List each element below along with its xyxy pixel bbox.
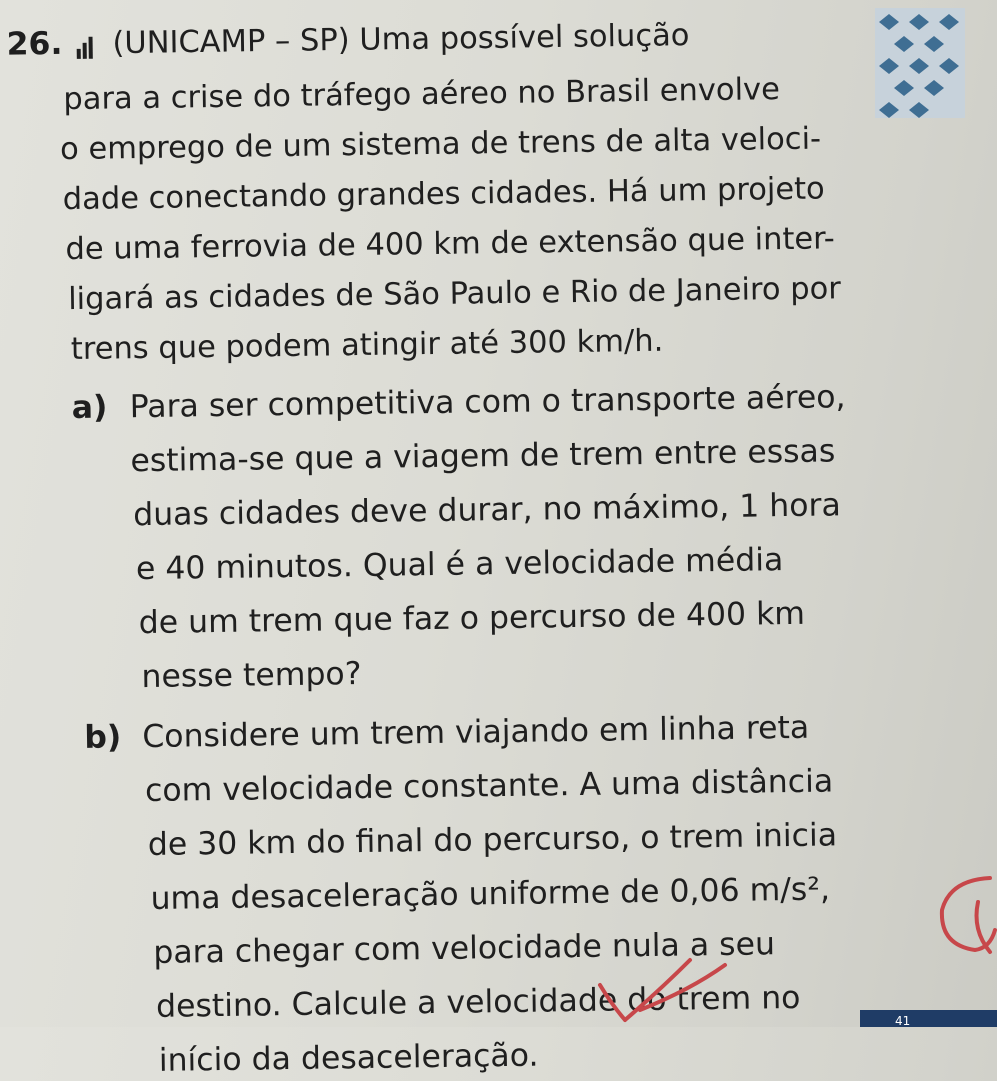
intro-line: trens que podem atingir até 300 km/h.: [70, 323, 664, 368]
question-header-text: (UNICAMP – SP) Uma possível solução: [112, 18, 690, 62]
part-a-line: e 40 minutos. Qual é a velocidade média: [135, 542, 784, 588]
part-b-line: com velocidade constante. A uma distância: [144, 763, 834, 810]
part-a-line: estima-se que a viagem de trem entre essas: [130, 433, 836, 480]
part-b-line: de 30 km do final do percurso, o trem inicia: [147, 817, 838, 864]
part-b-line: uma desaceleração uniforme de 0,06 m/s²,: [150, 871, 831, 917]
part-b-line: Considere um trem viajando em linha reta: [142, 709, 810, 756]
intro-line: para a crise do tráfego aéreo no Brasil envolve: [63, 72, 781, 118]
part-b-line: para chegar com velocidade nula a seu: [153, 926, 776, 971]
corner-strip: [860, 1010, 997, 1027]
part-a-line: nesse tempo?: [141, 656, 362, 696]
part-a-line: de um trem que faz o percurso de 400 km: [138, 595, 806, 642]
intro-line: dade conectando grandes cidades. Há um projeto: [62, 171, 825, 218]
intro-line: ligará as cidades de São Paulo e Rio de Janeiro por: [67, 271, 842, 318]
question-number: 26.: [6, 25, 63, 63]
intro-line: de uma ferrovia de 400 km de extensão que inter-: [65, 221, 836, 268]
page-corner-number: 41: [895, 1014, 911, 1027]
intro-line: o emprego de um sistema de trens de alta veloci-: [59, 121, 822, 168]
part-b-line: destino. Calcule a velocidade do trem no: [155, 979, 801, 1025]
part-a-line: Para ser competitiva com o transporte aéreo,: [129, 379, 846, 426]
part-a-label: a): [71, 389, 108, 427]
part-b-label: b): [84, 719, 122, 756]
part-b-line: início da desaceleração.: [158, 1037, 539, 1079]
part-a-line: duas cidades deve durar, no máximo, 1 hora: [132, 487, 842, 534]
